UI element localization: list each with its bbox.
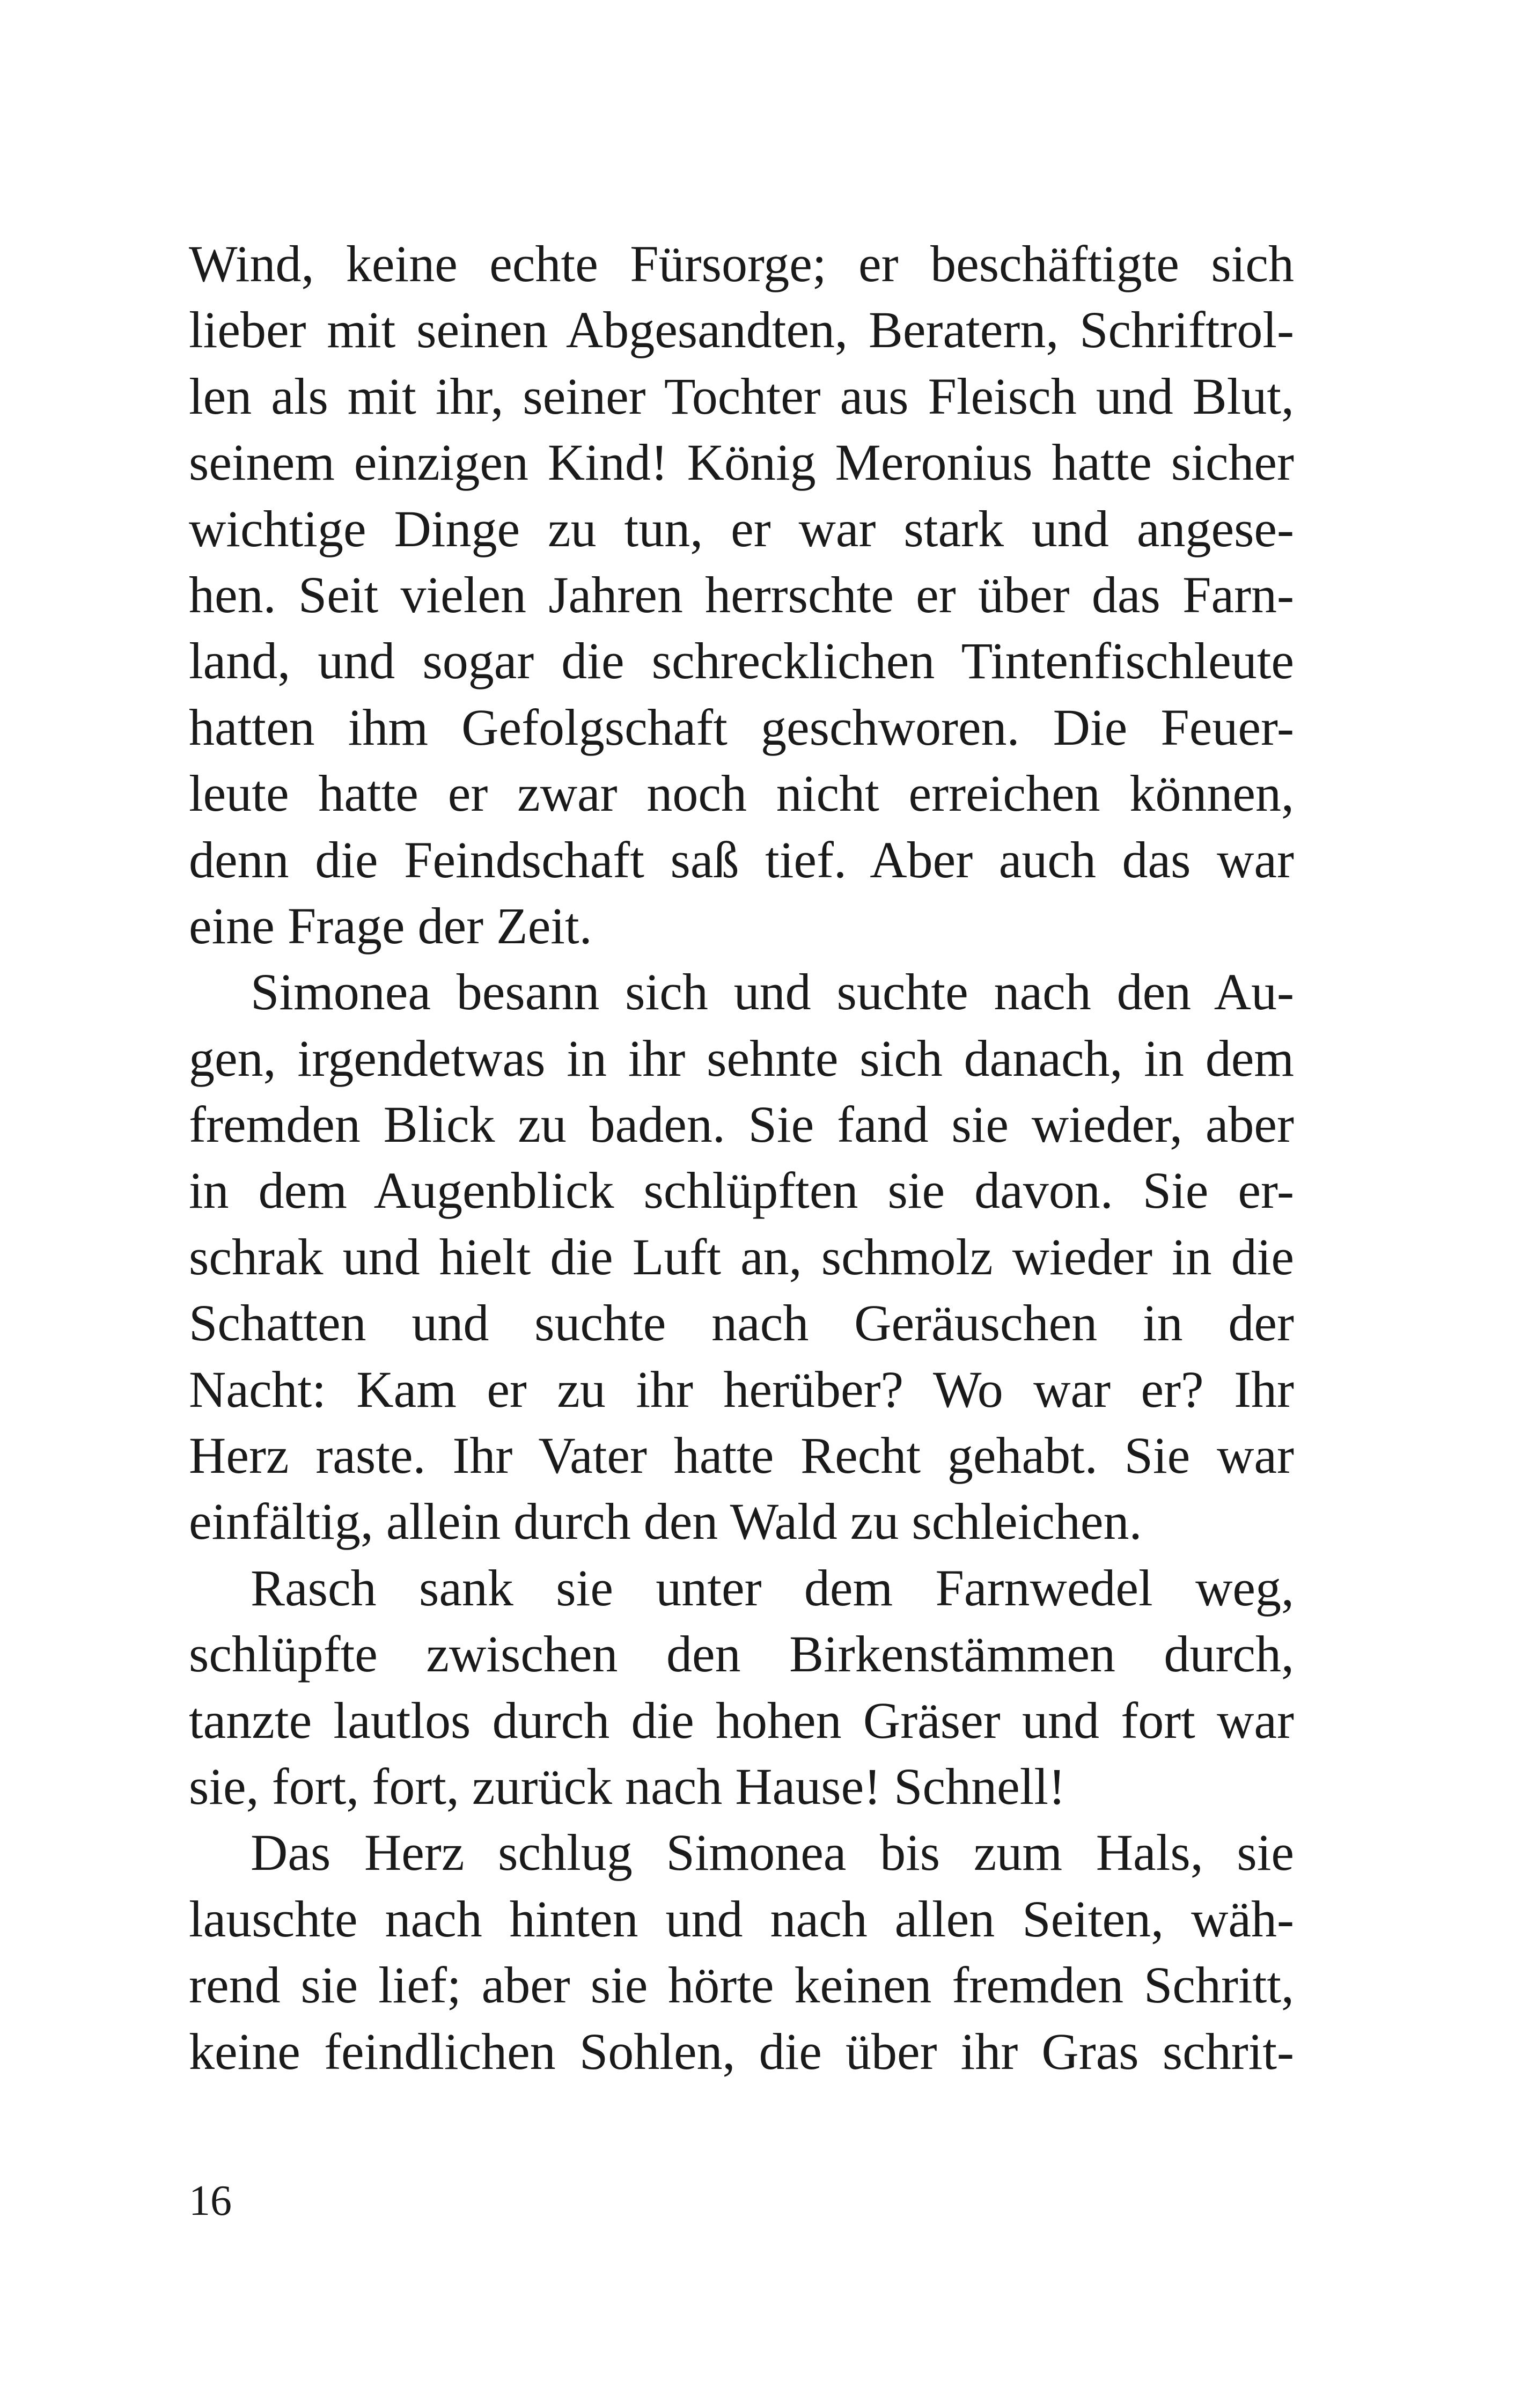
text-line: len als mit ihr, seiner Tochter aus Fleisch und Blut,	[189, 367, 1294, 425]
text-line: gen, irgendetwas in ihr sehnte sich danach, in dem	[189, 1029, 1294, 1087]
text-line: wichtige Dinge zu tun, er war stark und angese-	[189, 500, 1294, 557]
text-line: Rasch sank sie unter dem Farnwedel weg,	[251, 1559, 1294, 1617]
text-line: keine feindlichen Sohlen, die über ihr Gras schrit-	[189, 2022, 1294, 2080]
text-line: lieber mit seinen Abgesandten, Beratern, Schriftrol-	[189, 301, 1294, 359]
text-line: in dem Augenblick schlüpften sie davon. Sie er-	[189, 1162, 1294, 1220]
text-line: Das Herz schlug Simonea bis zum Hals, sie	[251, 1824, 1294, 1882]
text-line: hatten ihm Gefolgschaft geschworen. Die Feuer-	[189, 698, 1294, 756]
text-line: schrak und hielt die Luft an, schmolz wieder in die	[189, 1228, 1294, 1286]
text-line: Simonea besann sich und suchte nach den Au-	[251, 963, 1294, 1021]
text-line: denn die Feindschaft saß tief. Aber auch das war	[189, 831, 1294, 889]
text-line: Schatten und suchte nach Geräuschen in der	[189, 1294, 1294, 1352]
text-line: fremden Blick zu baden. Sie fand sie wieder, aber	[189, 1096, 1294, 1154]
text-line: hen. Seit vielen Jahren herrschte er über das Farn-	[189, 566, 1294, 623]
text-line: schlüpfte zwischen den Birkenstämmen durch,	[189, 1625, 1294, 1683]
page-number: 16	[189, 2177, 232, 2225]
text-line: einfältig, allein durch den Wald zu schleichen.	[189, 1493, 1142, 1551]
body-text	[189, 231, 1294, 2084]
text-line: tanzte lautlos durch die hohen Gräser und fort war	[189, 1691, 1294, 1749]
text-line: Nacht: Kam er zu ihr herüber? Wo war er? Ihr	[189, 1360, 1294, 1418]
text-line: Wind, keine echte Fürsorge; er beschäftigte sich	[189, 235, 1294, 292]
text-line: lauschte nach hinten und nach allen Seiten, wäh-	[189, 1890, 1294, 1948]
text-line: sie, fort, fort, zurück nach Hause! Schnell!	[189, 1757, 1066, 1815]
text-line: leute hatte er zwar noch nicht erreichen können,	[189, 765, 1294, 823]
text-line: rend sie lief; aber sie hörte keinen fremden Schritt,	[189, 1956, 1294, 2014]
text-line: Herz raste. Ihr Vater hatte Recht gehabt. Sie war	[189, 1427, 1294, 1485]
text-line: eine Frage der Zeit.	[189, 897, 592, 955]
text-line: seinem einzigen Kind! König Meronius hatte sicher	[189, 434, 1294, 491]
text-line: land, und sogar die schrecklichen Tintenfischleute	[189, 632, 1294, 690]
